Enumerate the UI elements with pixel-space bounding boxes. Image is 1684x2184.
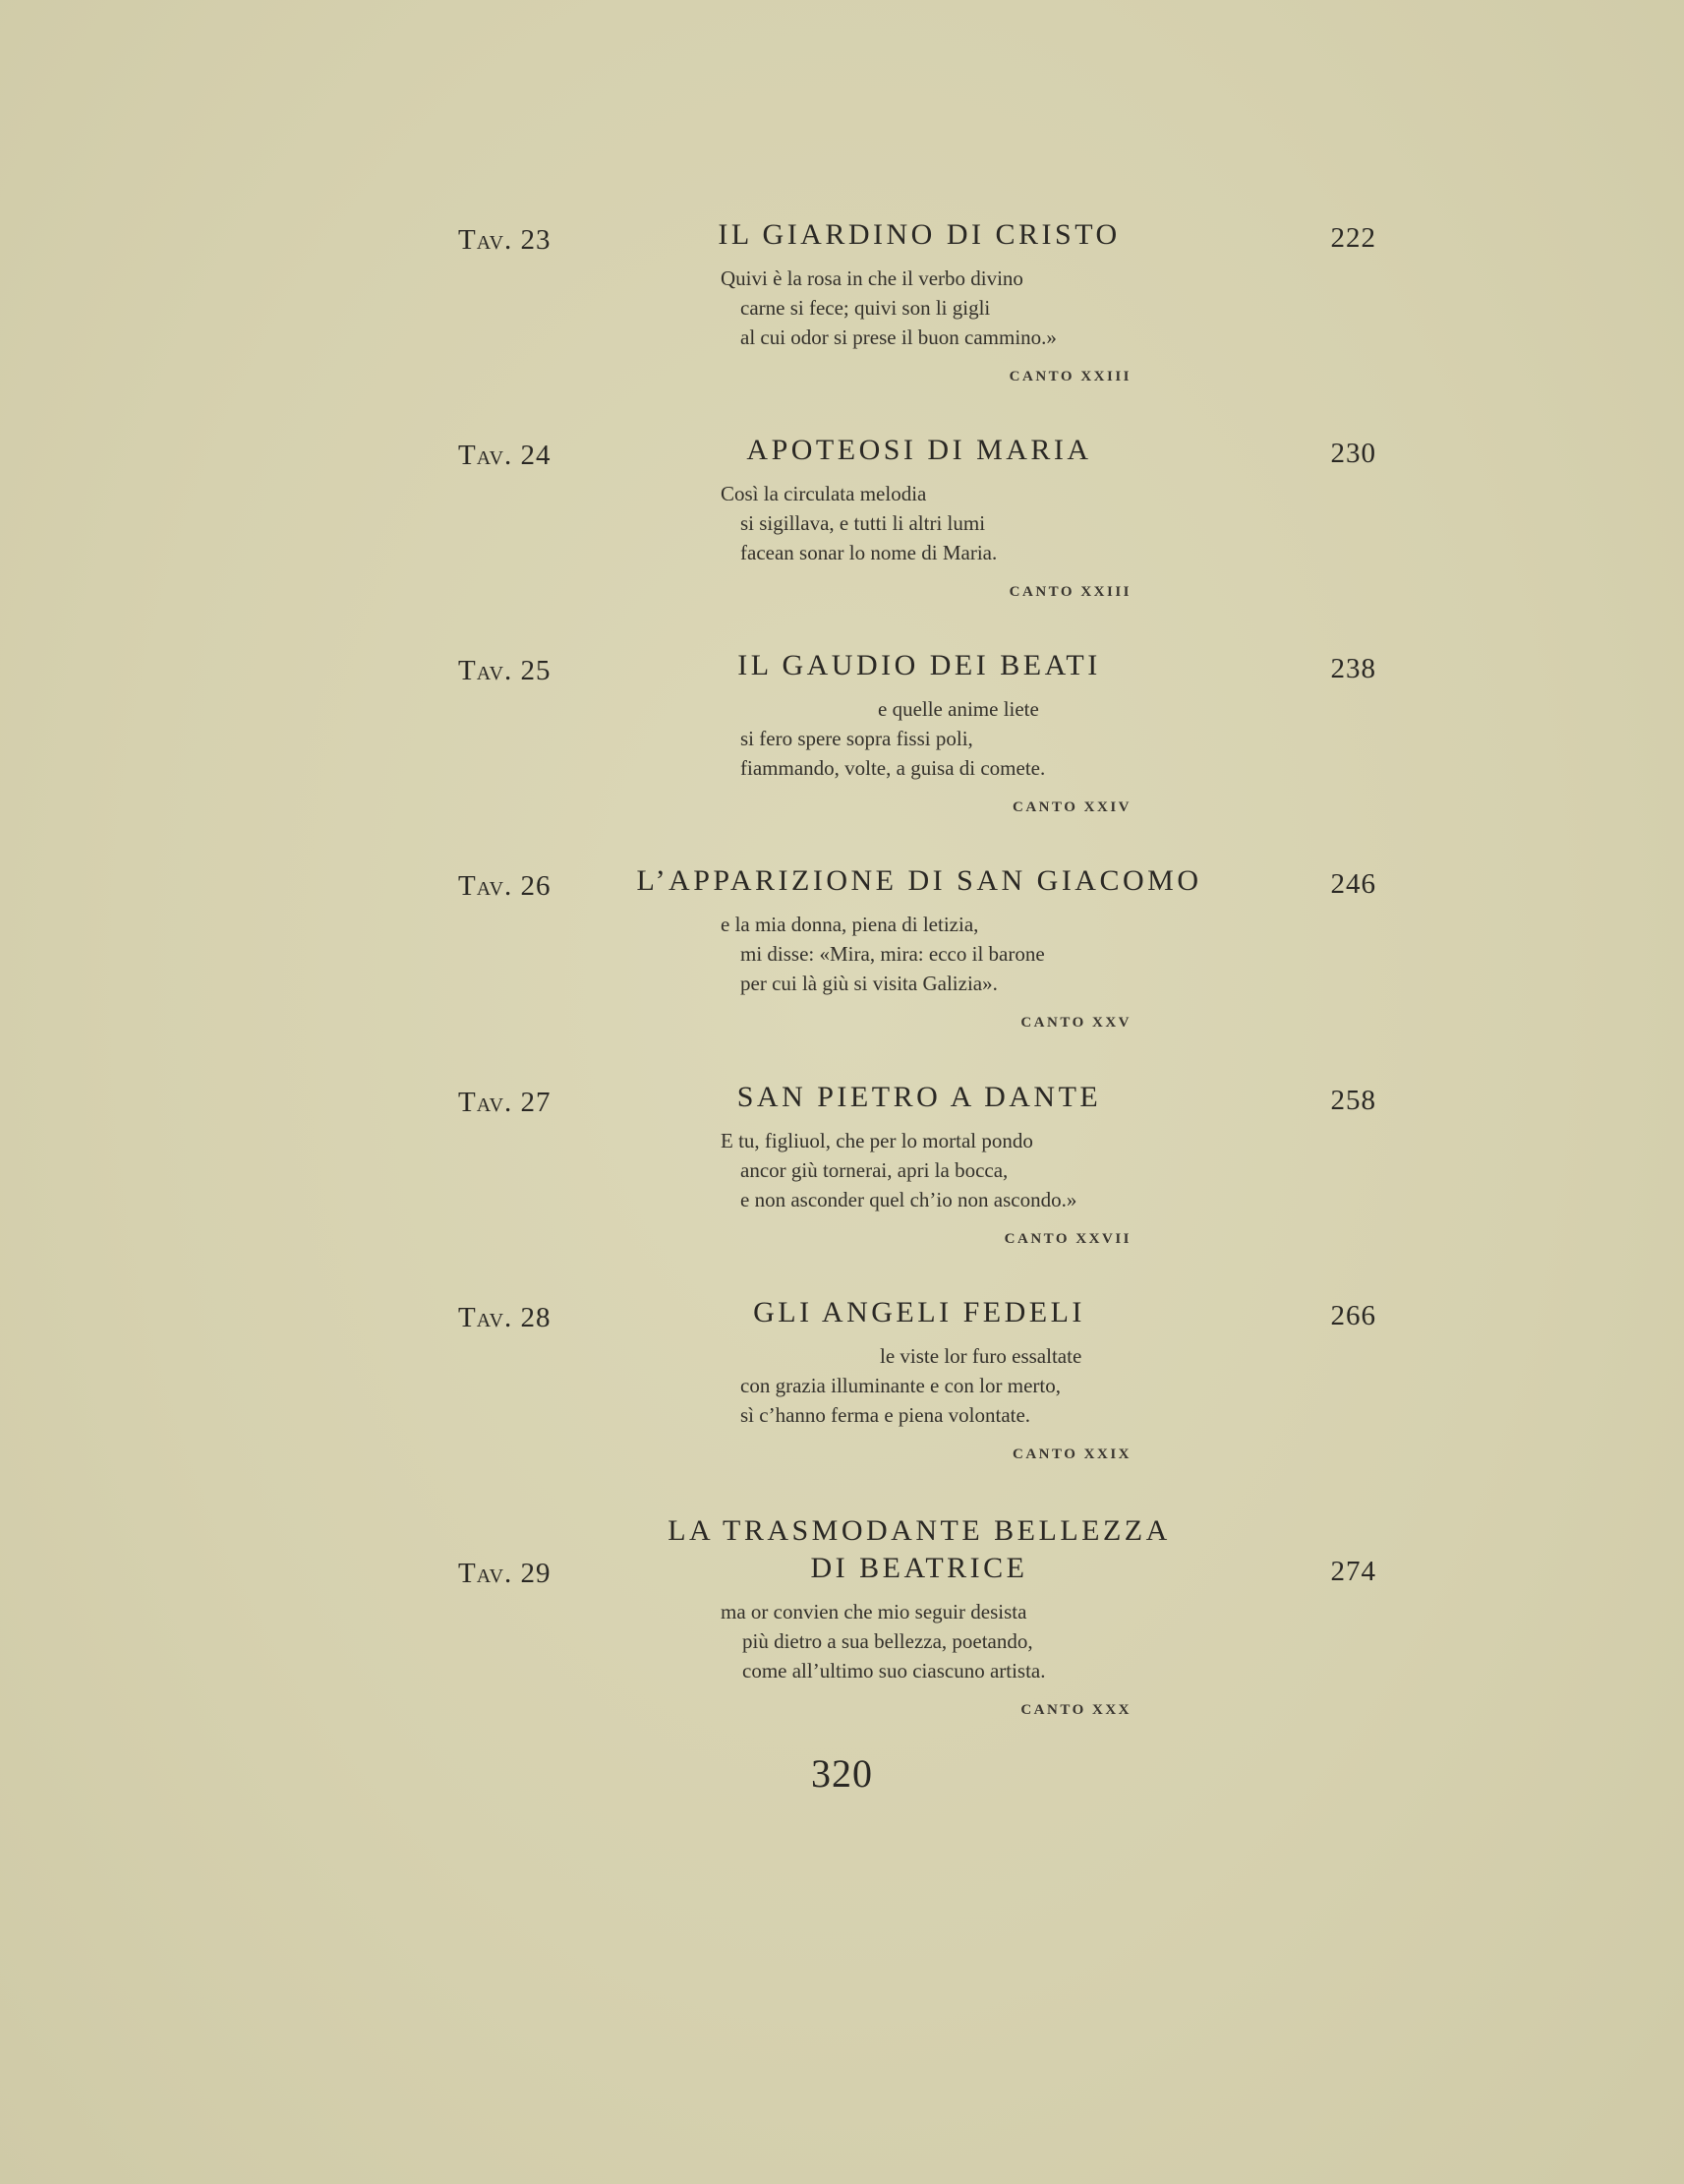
verse-quote bbox=[721, 1341, 1081, 1430]
verse-line: Così la circulata melodia bbox=[721, 482, 927, 505]
canto-reference: CANTO XXIII bbox=[1009, 584, 1132, 600]
plate-title: IL GAUDIO DEI BEATI bbox=[737, 649, 1101, 681]
plate-title: L’APPARIZIONE DI SAN GIACOMO bbox=[636, 864, 1202, 897]
page-folio-number: 320 bbox=[811, 1751, 873, 1796]
canto-reference: CANTO XXIX bbox=[1013, 1446, 1132, 1462]
plate-number: Tav. 29 bbox=[458, 1558, 552, 1589]
verse-quote bbox=[721, 694, 1045, 783]
verse-line: per cui là giù si visita Galizia». bbox=[740, 972, 998, 995]
verse-line: si sigillava, e tutti li altri lumi bbox=[740, 511, 986, 535]
verse-line: e quelle anime liete bbox=[878, 697, 1039, 721]
verse-line: le viste lor furo essaltate bbox=[880, 1344, 1082, 1368]
verse-quote bbox=[721, 1597, 1046, 1685]
verse-line: con grazia illuminante e con lor merto, bbox=[740, 1374, 1061, 1397]
canto-reference: CANTO XXVII bbox=[1004, 1231, 1132, 1247]
canto-reference: CANTO XXIV bbox=[1013, 799, 1132, 815]
verse-quote bbox=[721, 910, 1045, 998]
verse-line: si fero spere sopra fissi poli, bbox=[740, 727, 973, 750]
plate-title: DI BEATRICE bbox=[810, 1552, 1028, 1584]
verse-quote bbox=[721, 1126, 1076, 1214]
plate-number: Tav. 26 bbox=[458, 870, 552, 902]
verse-line: E tu, figliuol, che per lo mortal pondo bbox=[721, 1129, 1033, 1152]
plate-title: APOTEOSI DI MARIA bbox=[746, 434, 1092, 466]
plate-title-line-1: LA TRASMODANTE BELLEZZA bbox=[668, 1514, 1171, 1547]
verse-line: fiammando, volte, a guisa di comete. bbox=[740, 756, 1046, 780]
plate-title: IL GIARDINO DI CRISTO bbox=[718, 218, 1121, 251]
plate-title: SAN PIETRO A DANTE bbox=[736, 1081, 1102, 1113]
verse-line: mi disse: «Mira, mira: ecco il barone bbox=[740, 942, 1045, 966]
page-reference: 222 bbox=[1330, 222, 1376, 254]
plate-number: Tav. 23 bbox=[458, 224, 552, 256]
verse-line: Quivi è la rosa in che il verbo divino bbox=[721, 266, 1023, 290]
page-reference: 246 bbox=[1330, 868, 1376, 900]
plate-number: Tav. 25 bbox=[458, 655, 552, 686]
plate-number: Tav. 28 bbox=[458, 1302, 552, 1333]
verse-quote bbox=[721, 479, 997, 567]
verse-line: al cui odor si prese il buon cammino.» bbox=[740, 325, 1057, 349]
plate-number: Tav. 27 bbox=[458, 1087, 552, 1118]
verse-line: come all’ultimo suo ciascuno artista. bbox=[742, 1659, 1046, 1682]
page-reference: 274 bbox=[1330, 1556, 1376, 1587]
verse-line: e la mia donna, piena di letizia, bbox=[721, 913, 979, 936]
plate-number: Tav. 24 bbox=[458, 440, 552, 471]
verse-quote bbox=[721, 264, 1057, 352]
verse-line: ancor giù tornerai, apri la bocca, bbox=[740, 1158, 1009, 1182]
page-reference: 230 bbox=[1330, 438, 1376, 469]
verse-line: più dietro a sua bellezza, poetando, bbox=[742, 1629, 1033, 1653]
canto-reference: CANTO XXX bbox=[1020, 1702, 1132, 1718]
verse-line: carne si fece; quivi son li gigli bbox=[740, 296, 991, 320]
verse-line: e non asconder quel ch’io non ascondo.» bbox=[740, 1188, 1077, 1211]
canto-reference: CANTO XXIII bbox=[1009, 369, 1132, 384]
page-reference: 258 bbox=[1330, 1085, 1376, 1116]
verse-line: ma or convien che mio seguir desista bbox=[721, 1600, 1027, 1623]
canto-reference: CANTO XXV bbox=[1020, 1015, 1132, 1031]
page-reference: 266 bbox=[1330, 1300, 1376, 1331]
verse-line: sì c’hanno ferma e piena volontate. bbox=[740, 1403, 1031, 1427]
verse-line: facean sonar lo nome di Maria. bbox=[740, 541, 998, 564]
plate-title: GLI ANGELI FEDELI bbox=[753, 1296, 1085, 1328]
page-reference: 238 bbox=[1330, 653, 1376, 684]
